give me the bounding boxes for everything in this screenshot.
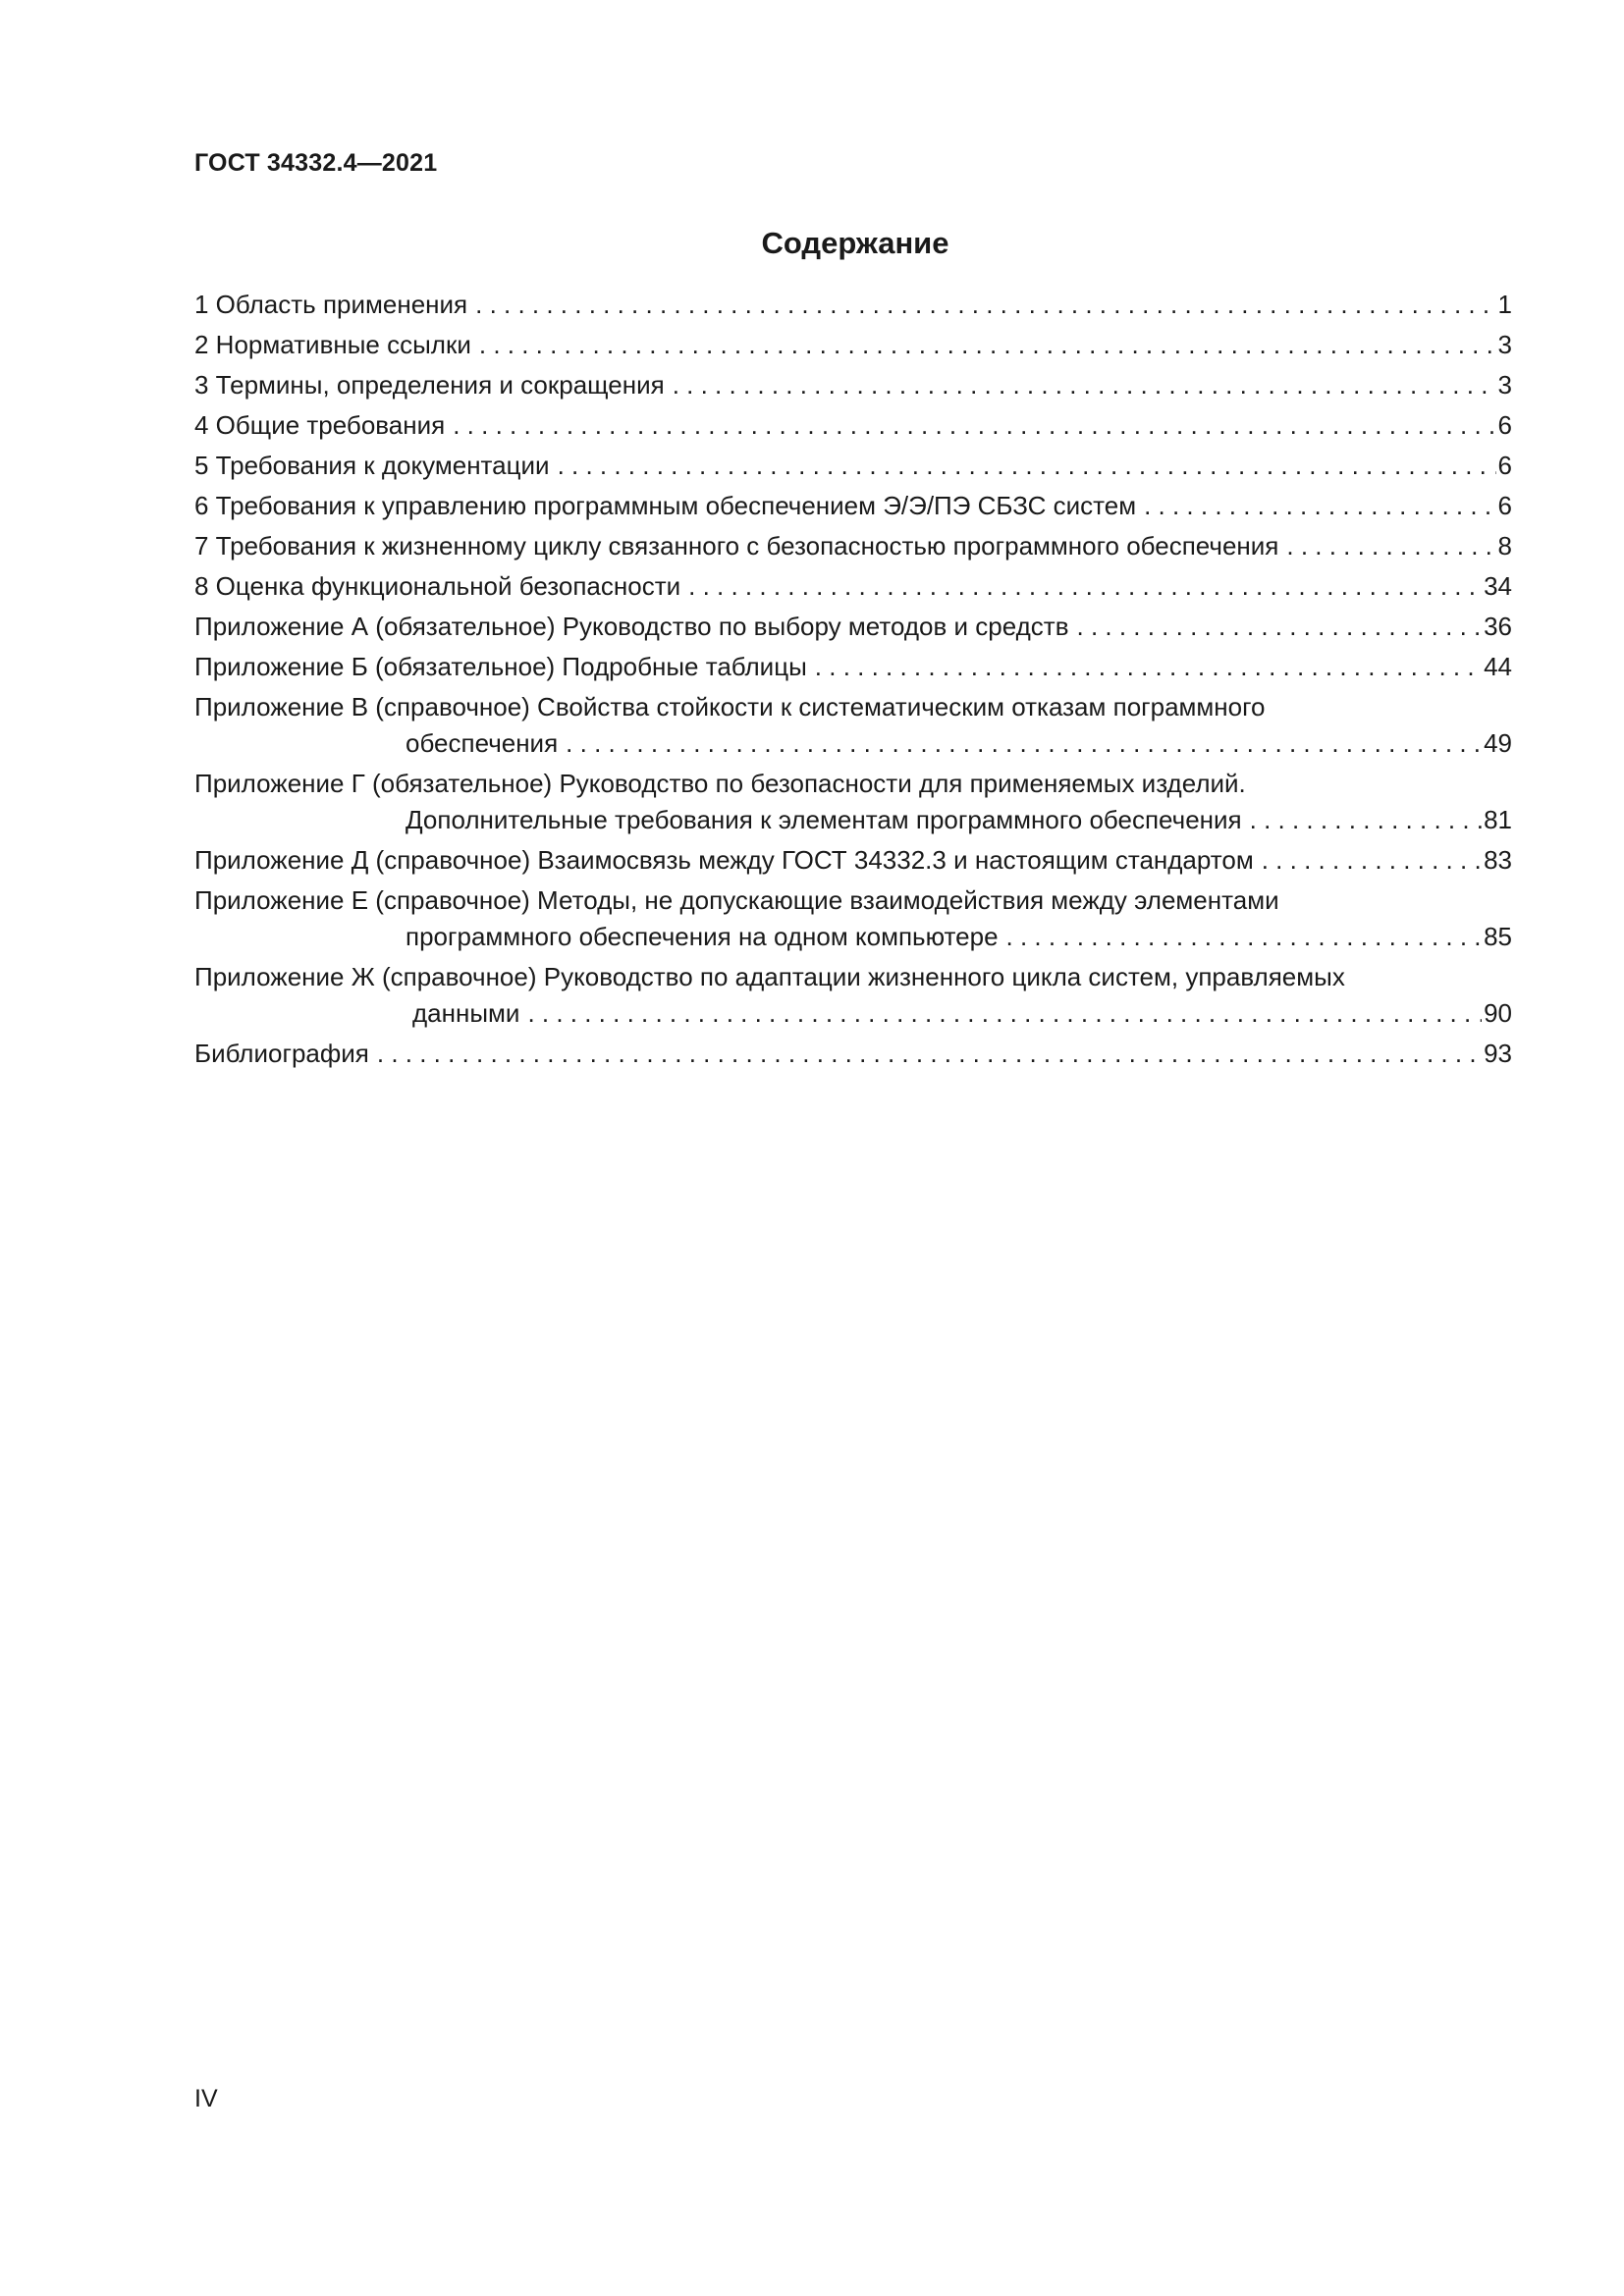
document-id: ГОСТ 34332.4—2021 — [194, 149, 438, 177]
table-of-contents — [194, 287, 1512, 1076]
toc-entry-appendix-a[interactable] — [194, 609, 1512, 645]
dot-leader — [1286, 528, 1495, 564]
toc-entry-label: 6 Требования к управлению программным обеспечением Э/Э/ПЭ СБЗС систем — [194, 491, 1137, 520]
toc-entry-section-3[interactable] — [194, 367, 1512, 403]
toc-entry-page: 3 — [1497, 330, 1512, 359]
dot-leader — [1077, 609, 1483, 645]
toc-entry-label: Приложение А (обязательное) Руководство по выбору методов и средств — [194, 612, 1069, 641]
dot-leader — [1250, 802, 1482, 838]
toc-entry-section-6[interactable] — [194, 488, 1512, 524]
toc-entry-label: Дополнительные требования к элементам программного обеспечения — [406, 805, 1242, 834]
toc-entry-page: 34 — [1484, 571, 1512, 601]
page-number: IV — [194, 2085, 218, 2112]
toc-entry-first-line: Приложение Г (обязательное) Руководство по безопасности для применяемых изделий. — [194, 769, 1246, 798]
dot-leader — [475, 287, 1495, 323]
toc-entry-page: 83 — [1484, 845, 1512, 875]
dot-leader — [1262, 842, 1482, 879]
toc-entry-label: Приложение Б (обязательное) Подробные таблицы — [194, 652, 807, 681]
toc-entry-page: 6 — [1497, 410, 1512, 440]
toc-entry-label: 2 Нормативные ссылки — [194, 330, 471, 359]
toc-entry-first-line: Приложение В (справочное) Свойства стойкости к систематическим отказам пограммного — [194, 692, 1266, 721]
toc-entry-page: 85 — [1484, 922, 1512, 951]
toc-entry-page: 8 — [1497, 531, 1512, 561]
toc-entry-label: Приложение Д (справочное) Взаимосвязь между ГОСТ 34332.3 и настоящим стандартом — [194, 845, 1254, 875]
dot-leader — [688, 568, 1482, 605]
toc-entry-section-5[interactable] — [194, 448, 1512, 484]
toc-entry-label: 3 Термины, определения и сокращения — [194, 370, 665, 400]
toc-entry-label: 7 Требования к жизненному циклу связанного с безопасностью программного обеспечения — [194, 531, 1279, 561]
dot-leader — [1006, 919, 1483, 955]
dot-leader — [1144, 488, 1495, 524]
toc-entry-page: 44 — [1484, 652, 1512, 681]
dot-leader — [479, 327, 1496, 363]
toc-entry-label: данными — [412, 998, 520, 1028]
toc-entry-label: Библиография — [194, 1039, 369, 1068]
toc-entry-page: 6 — [1497, 451, 1512, 480]
toc-entry-page: 49 — [1484, 728, 1512, 758]
toc-entry-appendix-e[interactable] — [194, 882, 1512, 955]
dot-leader — [566, 725, 1482, 762]
toc-entry-label: 4 Общие требования — [194, 410, 446, 440]
toc-entry-page: 1 — [1497, 290, 1512, 319]
toc-entry-label: 8 Оценка функциональной безопасности — [194, 571, 681, 601]
toc-entry-section-2[interactable] — [194, 327, 1512, 363]
toc-entry-appendix-g[interactable] — [194, 766, 1512, 838]
toc-entry-appendix-zh[interactable] — [194, 959, 1512, 1032]
toc-entry-page: 6 — [1497, 491, 1512, 520]
dot-leader — [558, 448, 1496, 484]
toc-entry-page: 36 — [1484, 612, 1512, 641]
dot-leader — [815, 649, 1482, 685]
toc-entry-page: 90 — [1484, 998, 1512, 1028]
toc-entry-label: обеспечения — [406, 728, 559, 758]
toc-entry-section-1[interactable] — [194, 287, 1512, 323]
toc-entry-section-8[interactable] — [194, 568, 1512, 605]
toc-entry-first-line: Приложение Ж (справочное) Руководство по адаптации жизненного цикла систем, управляемых — [194, 962, 1345, 991]
toc-entry-section-7[interactable] — [194, 528, 1512, 564]
toc-entry-appendix-v[interactable] — [194, 689, 1512, 762]
toc-entry-label: 5 Требования к документации — [194, 451, 550, 480]
toc-entry-section-4[interactable] — [194, 407, 1512, 444]
toc-entry-page: 81 — [1484, 805, 1512, 834]
toc-entry-label: 1 Область применения — [194, 290, 468, 319]
toc-entry-appendix-b[interactable] — [194, 649, 1512, 685]
toc-title: Содержание — [761, 226, 949, 260]
dot-leader — [377, 1036, 1482, 1072]
toc-entry-appendix-d[interactable] — [194, 842, 1512, 879]
toc-entry-first-line: Приложение Е (справочное) Методы, не допускающие взаимодействия между элементами — [194, 885, 1279, 915]
toc-entry-page: 93 — [1484, 1039, 1512, 1068]
dot-leader — [527, 995, 1482, 1032]
toc-entry-page: 3 — [1497, 370, 1512, 400]
toc-entry-label: программного обеспечения на одном компьютере — [406, 922, 999, 951]
dot-leader — [453, 407, 1495, 444]
toc-entry-bibliography[interactable] — [194, 1036, 1512, 1072]
dot-leader — [673, 367, 1496, 403]
